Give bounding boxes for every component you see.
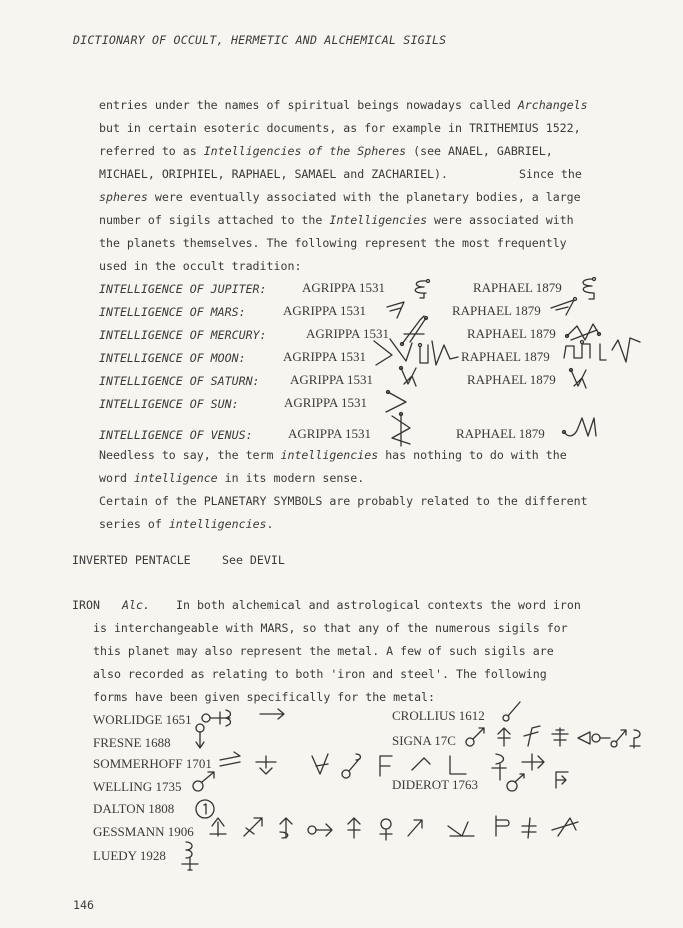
jupiter-source-1: AGRIPPA 1531 — [302, 280, 385, 295]
intro-line-2: but in certain esoteric documents, as for example in TRITHEMIUS 1522, — [99, 121, 581, 135]
iron-entry-line-5: forms have been given specifically for the metal: — [93, 690, 436, 704]
emphasis: intelligencies — [168, 517, 267, 531]
inverted-pentacle-entry — [72, 553, 285, 567]
iron-sigil-worlidge-2 — [258, 706, 288, 722]
iron-sigil-diderot-2 — [552, 768, 572, 792]
intro-line-6 — [99, 213, 574, 227]
welling-source: WELLING 1735 — [93, 779, 182, 794]
iron-sigils-signa — [464, 724, 642, 750]
running-header: DICTIONARY OF OCCULT, HERMETIC AND ALCHEMICAL SIGILS — [73, 33, 447, 47]
moon-label: INTELLIGENCE OF MOON: — [99, 351, 246, 365]
intro-line-4 — [99, 167, 582, 181]
moon-source-1: AGRIPPA 1531 — [283, 349, 366, 364]
emphasis: spheres — [99, 190, 148, 204]
moon-raphael-sigil — [560, 336, 644, 366]
text: has nothing to do with the — [378, 448, 567, 462]
text: . — [266, 517, 274, 531]
text: Needless to say, the term — [99, 448, 281, 462]
saturn-label: INTELLIGENCE OF SATURN: — [99, 374, 260, 388]
after-line-2 — [99, 471, 364, 485]
iron-sigil-luedy — [178, 838, 202, 874]
text: In both alchemical and astrological contexts the word iron — [176, 598, 581, 612]
jupiter-label: INTELLIGENCE OF JUPITER: — [99, 282, 267, 296]
after-line-4 — [99, 517, 274, 531]
emphasis: intelligencies — [280, 448, 379, 462]
venus-agrippa-sigil — [386, 412, 416, 448]
mercury-source-2: RAPHAEL 1879 — [467, 326, 556, 341]
saturn-agrippa-sigil — [396, 364, 422, 390]
saturn-source-1: AGRIPPA 1531 — [290, 372, 373, 387]
iron-sigils-gessmann — [206, 812, 586, 842]
text: referred to as — [99, 144, 204, 158]
text: were associated with — [427, 213, 574, 227]
venus-source-1: AGRIPPA 1531 — [288, 426, 371, 441]
text: MICHAEL, ORIPHIEL, RAPHAEL, SAMAEL and ZACHARIEL). — [99, 167, 449, 181]
iron-entry-line-4: also recorded as relating to both 'iron and steel'. The following — [93, 667, 547, 681]
signa-source: SIGNA 17C — [392, 733, 456, 748]
jupiter-source-2: RAPHAEL 1879 — [473, 280, 562, 295]
emphasis: intelligence — [133, 471, 218, 485]
dalton-source: DALTON 1808 — [93, 801, 175, 816]
page-number: 146 — [73, 898, 94, 912]
jupiter-raphael-sigil — [576, 276, 600, 302]
mars-raphael-sigil — [548, 296, 578, 318]
saturn-source-2: RAPHAEL 1879 — [467, 372, 556, 387]
entry-term: IRON — [72, 598, 100, 612]
intro-line-3 — [99, 144, 553, 158]
diderot-source: DIDEROT 1763 — [392, 777, 479, 792]
intro-line-8: used in the occult tradition: — [99, 259, 302, 273]
sun-source-1: AGRIPPA 1531 — [284, 395, 367, 410]
venus-source-2: RAPHAEL 1879 — [456, 426, 545, 441]
text: entries under the names of spiritual beings nowadays called — [99, 98, 518, 112]
crollius-source: CROLLIUS 1612 — [392, 708, 485, 723]
intro-line-1 — [99, 98, 588, 112]
fresne-source: FRESNE 1688 — [93, 735, 171, 750]
worlidge-source: WORLIDGE 1651 — [93, 712, 192, 727]
iron-sigil-diderot-1 — [502, 768, 532, 794]
text: series of — [99, 517, 169, 531]
text: in its modern sense. — [217, 471, 365, 485]
venus-raphael-sigil — [560, 414, 600, 444]
iron-entry-line-3: this planet may also represent the metal. A few of such sigils are — [93, 644, 554, 658]
after-line-3: Certain of the PLANETARY SYMBOLS are probably related to the different — [99, 494, 588, 508]
after-line-1 — [99, 448, 567, 462]
iron-entry-line-2: is interchangeable with MARS, so that any of the numerous sigils for — [93, 621, 568, 635]
entry-term: INVERTED PENTACLE — [72, 553, 191, 567]
moon-source-2: RAPHAEL 1879 — [461, 349, 550, 364]
mercury-label: INTELLIGENCE OF MERCURY: — [99, 328, 267, 342]
mars-label: INTELLIGENCE OF MARS: — [99, 305, 246, 319]
text: Since the — [519, 167, 582, 181]
mercury-source-1: AGRIPPA 1531 — [306, 326, 389, 341]
emphasis: Intelligencies of the Spheres — [203, 144, 407, 158]
mars-source-2: RAPHAEL 1879 — [452, 303, 541, 318]
sun-label: INTELLIGENCE OF SUN: — [99, 397, 239, 411]
entry-abbreviation: Alc. — [122, 598, 150, 612]
iron-sigil-crollius — [500, 698, 524, 724]
cross-reference: See DEVIL — [222, 553, 285, 567]
text: (see ANAEL, GABRIEL, — [406, 144, 553, 158]
gessmann-source: GESSMANN 1906 — [93, 824, 194, 839]
iron-sigil-welling — [190, 768, 220, 794]
sommerhoff-source: SOMMERHOFF 1701 — [93, 756, 212, 771]
iron-entry-line-1 — [72, 598, 581, 612]
intro-line-7: the planets themselves. The following represent the most frequently — [99, 236, 567, 250]
luedy-source: LUEDY 1928 — [93, 848, 166, 863]
text: word — [99, 471, 134, 485]
text: number of sigils attached to the — [99, 213, 330, 227]
emphasis: Intelligencies — [329, 213, 428, 227]
iron-sigils-sommerhoff — [216, 750, 516, 786]
emphasis: Archangels — [517, 98, 588, 112]
jupiter-agrippa-sigil — [408, 278, 432, 300]
iron-sigil-fresne — [190, 722, 210, 752]
venus-label: INTELLIGENCE OF VENUS: — [99, 428, 253, 442]
mars-source-1: AGRIPPA 1531 — [283, 303, 366, 318]
intro-line-5 — [99, 190, 581, 204]
saturn-raphael-sigil — [566, 366, 592, 392]
text: were eventually associated with the planetary bodies, a large — [147, 190, 581, 204]
